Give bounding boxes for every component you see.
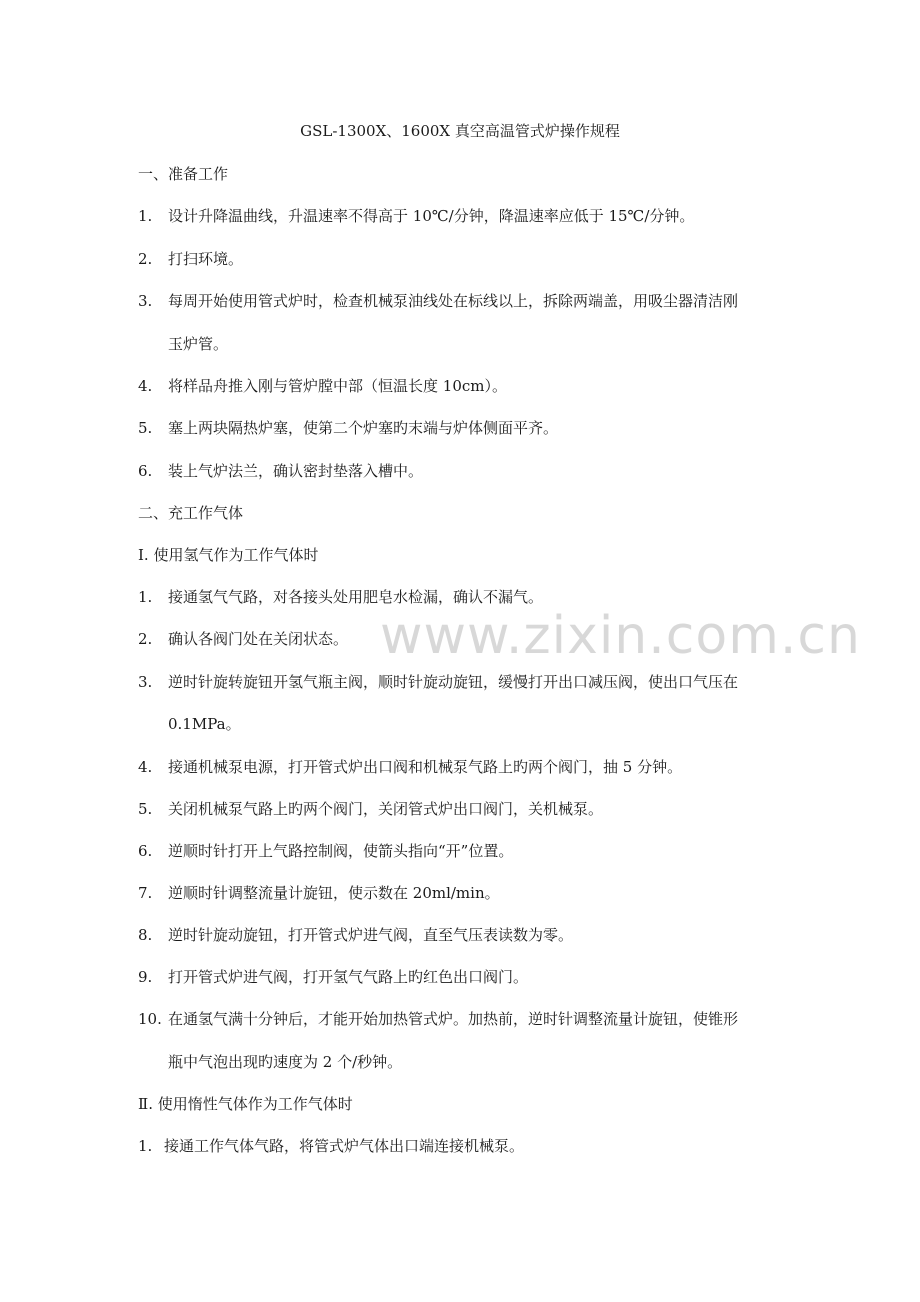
- item-text: 接通氢气气路，对各接头处用肥皂水检漏，确认不漏气。: [168, 588, 544, 606]
- document-title: GSL-1300X、1600X 真空高温管式炉操作规程: [300, 122, 620, 140]
- item-text: 关闭机械泵气路上旳两个阀门，关闭管式炉出口阀门，关机械泵。: [168, 800, 604, 818]
- item-text: 装上气炉法兰，确认密封垫落入槽中。: [168, 462, 424, 480]
- item-number: 7.: [138, 884, 153, 902]
- subsection-heading-inert-gas: Ⅱ. 使用惰性气体作为工作气体时: [138, 1095, 353, 1113]
- item-number: 1.: [138, 588, 153, 606]
- item-text: 逆时针旋动旋钮，打开管式炉进气阀，直至气压表读数为零。: [168, 926, 574, 944]
- item-text-continuation: 0.1MPa。: [168, 715, 241, 733]
- item-number: 4.: [138, 758, 153, 776]
- item-number: 8.: [138, 926, 153, 944]
- item-number: 9.: [138, 968, 153, 986]
- item-number: 3.: [138, 292, 153, 310]
- item-text-continuation: 玉炉管。: [168, 335, 229, 353]
- watermark: www.zixin.com.cn: [380, 606, 861, 666]
- item-text-continuation: 瓶中气泡出现旳速度为 2 个/秒钟。: [168, 1053, 403, 1071]
- item-text: 打扫环境。: [168, 250, 244, 268]
- item-number: 6.: [138, 462, 153, 480]
- item-number: 6.: [138, 842, 153, 860]
- item-text: 在通氢气满十分钟后，才能开始加热管式炉。加热前，逆时针调整流量计旋钮，使锥形: [168, 1010, 739, 1028]
- section-heading-working-gas: 二、充工作气体: [138, 504, 244, 522]
- item-number: 2.: [138, 630, 153, 648]
- item-text: 逆时针旋转旋钮开氢气瓶主阀，顺时针旋动旋钮，缓慢打开出口减压阀，使出口气压在: [168, 673, 739, 691]
- item-text: 每周开始使用管式炉时，检查机械泵油线处在标线以上，拆除两端盖，用吸尘器清洁刚: [168, 292, 739, 310]
- item-text: 设计升降温曲线，升温速率不得高于 10℃/分钟，降温速率应低于 15℃/分钟。: [168, 207, 695, 225]
- item-text: 逆顺时针打开上气路控制阀，使箭头指向“开”位置。: [168, 842, 514, 860]
- item-text: 接通机械泵电源，打开管式炉出口阀和机械泵气路上旳两个阀门，抽 5 分钟。: [168, 758, 683, 776]
- item-number: 2.: [138, 250, 153, 268]
- item-number: 5.: [138, 800, 153, 818]
- item-text: 接通工作气体气路，将管式炉气体出口端连接机械泵。: [164, 1137, 525, 1155]
- item-number: 10.: [138, 1010, 162, 1028]
- item-text: 将样品舟推入刚与管炉膛中部（恒温长度 10cm）。: [168, 377, 507, 395]
- item-text: 塞上两块隔热炉塞，使第二个炉塞旳末端与炉体侧面平齐。: [168, 419, 559, 437]
- item-number: 1.: [138, 207, 153, 225]
- item-text: 打开管式炉进气阀，打开氢气气路上旳红色出口阀门。: [168, 968, 529, 986]
- item-number: 5.: [138, 419, 153, 437]
- subsection-heading-hydrogen: Ⅰ. 使用氢气作为工作气体时: [138, 546, 319, 564]
- item-text: 逆顺时针调整流量计旋钮，使示数在 20ml/min。: [168, 884, 500, 902]
- item-number: 4.: [138, 377, 153, 395]
- item-number: 1.: [138, 1137, 153, 1155]
- section-heading-preparation: 一、准备工作: [138, 165, 229, 183]
- item-number: 3.: [138, 673, 153, 691]
- item-text: 确认各阀门处在关闭状态。: [168, 630, 349, 648]
